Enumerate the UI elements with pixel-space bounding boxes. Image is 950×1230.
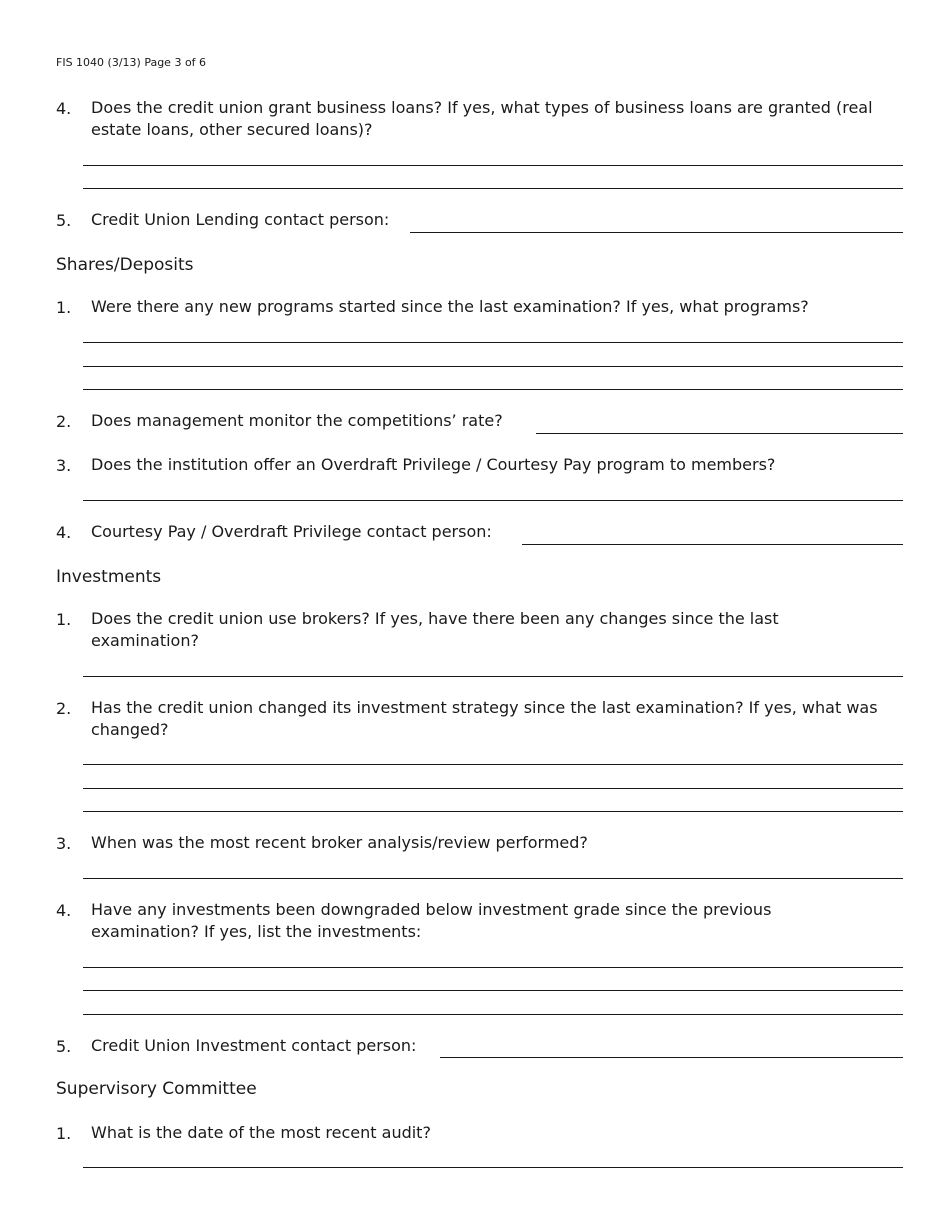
answer-line[interactable] (83, 342, 903, 343)
question-text: Have any investments been downgraded below investment grade since the previous examination? If yes, list the investments: (91, 900, 772, 941)
question-number: 1. (56, 298, 72, 317)
answer-line[interactable] (83, 1167, 903, 1168)
question-number: 2. (56, 699, 72, 718)
answer-line[interactable] (83, 366, 903, 367)
question-text: Courtesy Pay / Overdraft Privilege contact person: (91, 522, 492, 541)
answer-line[interactable] (83, 764, 903, 765)
question-number: 5. (56, 211, 72, 230)
answer-line[interactable] (83, 1014, 903, 1015)
question-number: 1. (56, 1124, 72, 1143)
question-text: Does the credit union use brokers? If yes, have there been any changes since the last examination? (91, 609, 779, 650)
answer-line[interactable] (83, 389, 903, 390)
answer-line[interactable] (83, 165, 903, 166)
question-text: Does the credit union grant business loans? If yes, what types of business loans are granted (real estate loans, other secured loans)? (91, 98, 873, 139)
question-text: When was the most recent broker analysis/review performed? (91, 833, 588, 852)
question-number: 1. (56, 610, 72, 629)
contact-person-line[interactable] (522, 544, 903, 545)
question-text: Has the credit union changed its investment strategy since the last examination? If yes, what was changed? (91, 698, 878, 739)
question-number: 5. (56, 1037, 72, 1056)
question-text: Credit Union Lending contact person: (91, 210, 390, 229)
form-id-header: FIS 1040 (3/13) Page 3 of 6 (56, 56, 207, 69)
answer-line[interactable] (83, 967, 903, 968)
contact-person-line[interactable] (440, 1057, 903, 1058)
question-text: What is the date of the most recent audit? (91, 1123, 431, 1142)
question-text: Does the institution offer an Overdraft Privilege / Courtesy Pay program to members? (91, 455, 776, 474)
question-number: 4. (56, 901, 72, 920)
answer-line[interactable] (83, 878, 903, 879)
section-title: Supervisory Committee (56, 1079, 257, 1099)
question-number: 4. (56, 99, 72, 118)
question-text: Credit Union Investment contact person: (91, 1036, 417, 1055)
section-title: Shares/Deposits (56, 255, 194, 275)
question-number: 2. (56, 412, 72, 431)
question-number: 4. (56, 523, 72, 542)
answer-line[interactable] (83, 788, 903, 789)
question-number: 3. (56, 834, 72, 853)
question-text: Does management monitor the competitions’ rate? (91, 411, 503, 430)
answer-line[interactable] (83, 811, 903, 812)
answer-line[interactable] (536, 433, 903, 434)
question-text: Were there any new programs started since the last examination? If yes, what programs? (91, 297, 809, 316)
answer-line[interactable] (83, 500, 903, 501)
contact-person-line[interactable] (410, 232, 903, 233)
section-title: Investments (56, 567, 162, 587)
answer-line[interactable] (83, 990, 903, 991)
answer-line[interactable] (83, 676, 903, 677)
answer-line[interactable] (83, 188, 903, 189)
question-number: 3. (56, 456, 72, 475)
